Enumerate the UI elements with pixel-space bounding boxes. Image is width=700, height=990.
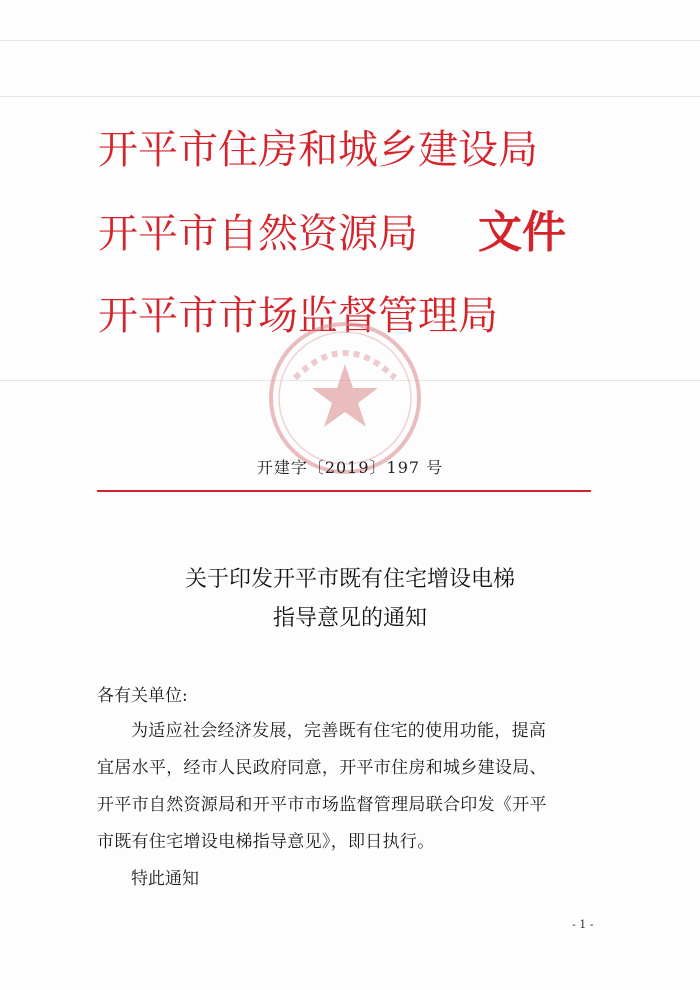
notice-title-line-2: 指导意见的通知: [272, 606, 427, 631]
body-line: 宜居水平，经市人民政府同意，开平市住房和城乡建设局、: [97, 758, 547, 778]
body-line: 市既有住宅增设电梯指导意见》，即日执行。: [97, 832, 435, 852]
body-line: 为适应社会经济发展，完善既有住宅的使用功能，提高: [131, 721, 547, 741]
red-divider: [97, 490, 591, 492]
document-label: 文件: [478, 207, 566, 258]
closing-remark: 特此通知: [131, 869, 199, 889]
issuer-natural-resources-bureau: 开平市自然资源局: [98, 211, 418, 257]
document-number: 开建字〔2019〕197 号: [256, 458, 444, 477]
salutation: 各有关单位:: [97, 686, 188, 706]
scan-artifact: [0, 40, 700, 41]
issuer-market-supervision-bureau: 开平市市场监督管理局: [98, 293, 498, 339]
body-line: 开平市自然资源局和开平市市场监督管理局联合印发《开平: [97, 795, 547, 815]
notice-title-line-1: 关于印发开平市既有住宅增设电梯: [184, 567, 515, 592]
scan-artifact: [0, 96, 700, 97]
official-seal-icon: [265, 318, 425, 478]
page-number: - 1 -: [572, 918, 594, 931]
issuer-housing-bureau: 开平市住房和城乡建设局: [98, 127, 538, 173]
